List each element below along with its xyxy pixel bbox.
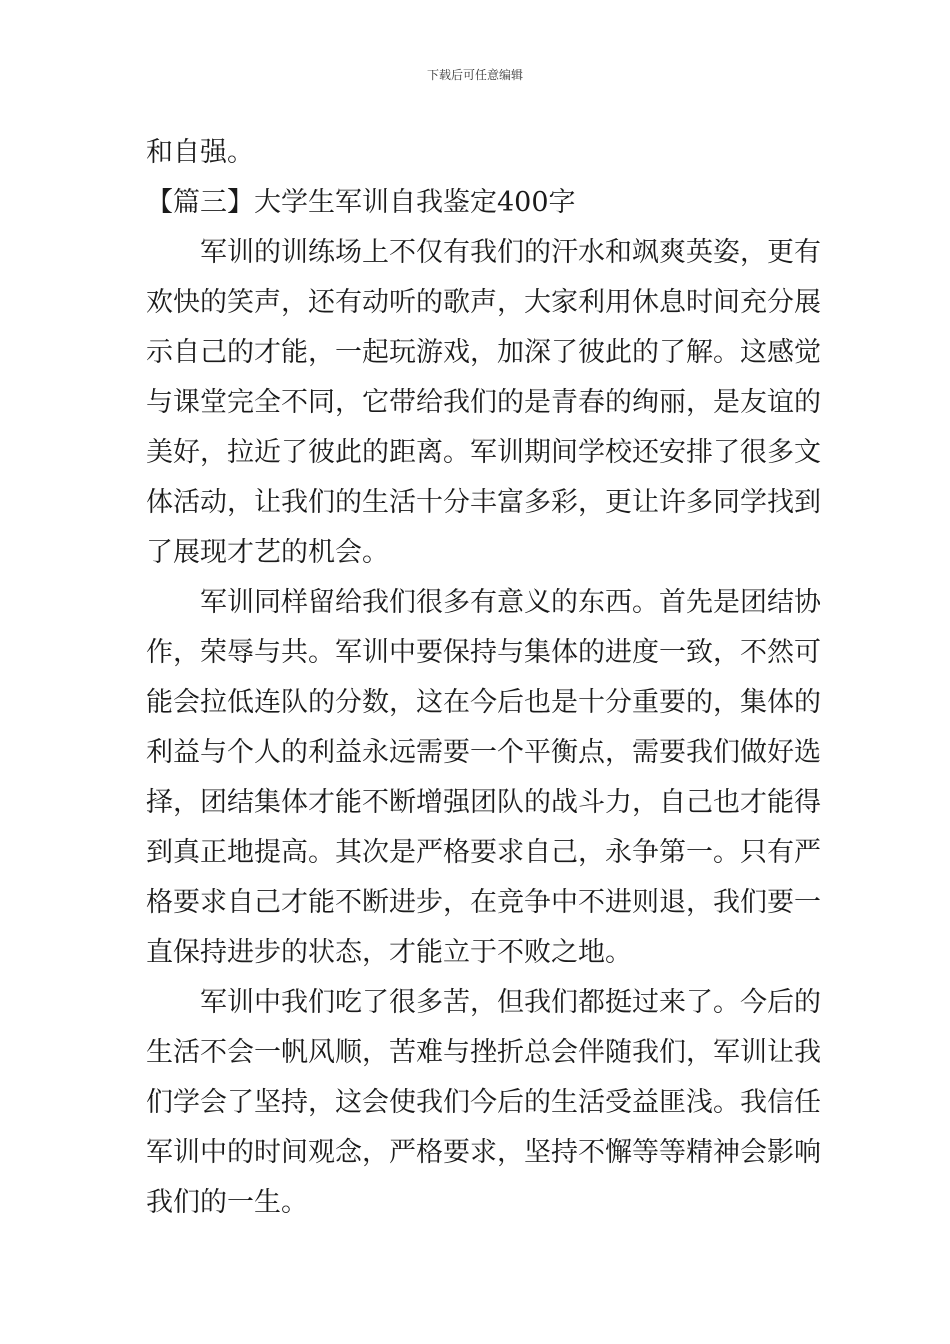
text-line: 生活不会一帆风顺，苦难与挫折总会伴随我们，军训让我: [146, 1037, 821, 1068]
text-line: 欢快的笑声，还有动听的歌声，大家利用休息时间充分展: [146, 287, 821, 318]
text-line: 美好，拉近了彼此的距离。军训期间学校还安排了很多文: [146, 437, 821, 468]
text-line: 作，荣辱与共。军训中要保持与集体的进度一致，不然可: [146, 637, 821, 668]
text-line: 了展现才艺的机会。: [146, 537, 389, 568]
header-note: 下载后可任意编辑: [426, 68, 523, 82]
text-line: 军训中我们吃了很多苦，但我们都挺过来了。今后的: [200, 987, 821, 1018]
text-line: 能会拉低连队的分数，这在今后也是十分重要的，集体的: [146, 687, 821, 718]
document-body: [146, 128, 821, 1228]
text-line: 示自己的才能，一起玩游戏，加深了彼此的了解。这感觉: [146, 337, 821, 368]
text-line: 择，团结集体才能不断增强团队的战斗力，自己也才能得: [146, 787, 821, 818]
text-line: 军训中的时间观念，严格要求，坚持不懈等等精神会影响: [146, 1137, 821, 1168]
text-line: 到真正地提高。其次是严格要求自己，永争第一。只有严: [146, 837, 821, 868]
text-line: 格要求自己才能不断进步，在竞争中不进则退，我们要一: [146, 887, 821, 918]
text-line: 直保持进步的状态，才能立于不败之地。: [146, 937, 632, 968]
text-line: 们学会了坚持，这会使我们今后的生活受益匪浅。我信任: [146, 1087, 821, 1118]
text-line: 军训同样留给我们很多有意义的东西。首先是团结协: [200, 587, 821, 618]
text-line: 和自强。: [146, 137, 254, 168]
text-line: 我们的一生。: [146, 1187, 308, 1218]
text-line: 军训的训练场上不仅有我们的汗水和飒爽英姿，更有: [200, 237, 821, 268]
text-line: 体活动，让我们的生活十分丰富多彩，更让许多同学找到: [146, 487, 821, 518]
text-line: 利益与个人的利益永远需要一个平衡点，需要我们做好选: [146, 737, 821, 768]
section-heading: 【篇三】大学生军训自我鉴定400字: [146, 187, 576, 218]
text-line: 与课堂完全不同，它带给我们的是青春的绚丽，是友谊的: [146, 387, 821, 418]
